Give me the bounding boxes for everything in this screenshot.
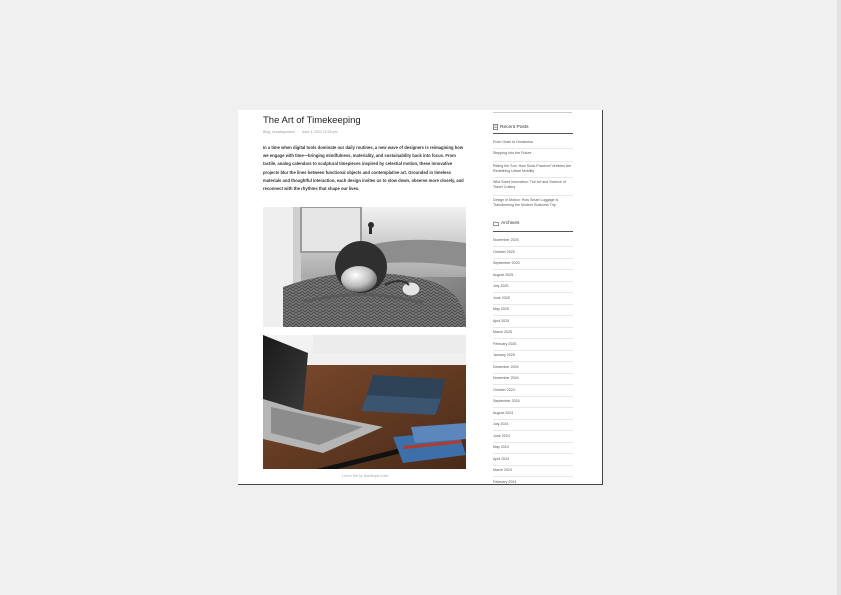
post-meta	[263, 130, 338, 134]
archive-link[interactable]: February 2025	[493, 341, 517, 346]
list-divider	[493, 315, 573, 316]
list-divider	[493, 304, 573, 305]
archive-link[interactable]: December 2024	[493, 364, 519, 369]
post-category-link[interactable]: Blog, Uncategorized	[263, 130, 295, 134]
list-divider	[493, 407, 573, 408]
post-title[interactable]: The Art of Timekeeping	[263, 115, 361, 126]
archive-link[interactable]: September 2024	[493, 399, 520, 403]
page-viewport	[238, 110, 603, 485]
list-divider	[493, 338, 573, 339]
recent-post-link[interactable]: From Grain to Greatness	[493, 140, 533, 144]
list-divider	[493, 453, 573, 454]
post-image-sculpture	[263, 207, 466, 327]
list-divider	[493, 292, 573, 293]
archives-heading	[493, 221, 519, 226]
list-divider	[493, 396, 573, 397]
archive-link[interactable]: August 2025	[493, 272, 514, 277]
list-divider	[493, 177, 573, 178]
archive-link[interactable]: April 2025	[493, 318, 510, 323]
folder-icon	[493, 221, 499, 226]
list-divider	[493, 430, 573, 431]
archive-link[interactable]: June 2024	[493, 433, 510, 438]
archive-link[interactable]: May 2024	[493, 445, 509, 449]
recent-posts-rule	[493, 133, 573, 134]
recent-posts-title: Recent Posts	[500, 124, 529, 130]
list-divider	[493, 419, 573, 420]
archive-link[interactable]: February 2024	[493, 479, 517, 484]
list-divider	[493, 269, 573, 270]
list-divider	[493, 373, 573, 374]
archive-link[interactable]: July 2025	[493, 284, 509, 288]
list-divider	[493, 161, 573, 162]
recent-post-link[interactable]: Riding the Sun: How Solar-Powered Vehicles Are Redefining Urban Mobility	[493, 164, 572, 173]
recent-post-link[interactable]: Design in Motion: How Smart Luggage Is Transforming the Modern Business Trip	[493, 198, 559, 207]
archive-link[interactable]: October 2025	[493, 249, 515, 254]
post-image-laptop-desk	[263, 335, 466, 469]
list-divider	[493, 361, 573, 362]
archive-link[interactable]: November 2024	[493, 376, 519, 380]
search-widget-edge	[493, 110, 572, 113]
archives-rule	[493, 231, 573, 232]
archive-link[interactable]: March 2025	[493, 330, 512, 334]
archive-link[interactable]: September 2025	[493, 261, 520, 265]
archive-link[interactable]: April 2024	[493, 456, 510, 461]
archives-title: Archives	[501, 221, 520, 226]
archive-link[interactable]: October 2024	[493, 387, 515, 392]
recent-post-link[interactable]: Stepping Into the Future	[493, 151, 532, 155]
archive-link[interactable]: June 2025	[493, 295, 510, 300]
list-divider	[493, 246, 573, 247]
image-caption: Lorem Ref by Nobileque Artist	[341, 474, 389, 478]
archive-link[interactable]: July 2024	[493, 422, 509, 426]
archive-link[interactable]: November 2025	[493, 238, 519, 242]
list-divider	[493, 258, 573, 259]
list-divider	[493, 442, 573, 443]
list-divider	[493, 148, 573, 149]
window-edge	[837, 0, 841, 595]
archive-link[interactable]: January 2025	[493, 353, 515, 357]
post-intro: In a time when digital tools dominate our daily routines, a new wave of designers is reimagining how we engage with time—bringing mindfulness, materiality, and sustainability back into focus. From tactile, analog calendars to sculptural timepieces inspired by celestial motion, these innovative projects blur the lines between functional objects and contemplative art. Grounded in timeless materials and thoughtful interaction, each design invites us to slow down, observe more closely, and reconnect with the rhythms that shape our lives.	[263, 145, 464, 192]
document-icon	[493, 124, 498, 130]
list-divider	[493, 327, 573, 328]
meta-separator: ·	[297, 130, 299, 134]
archive-link[interactable]: May 2025	[493, 307, 509, 311]
list-divider	[493, 350, 573, 351]
archive-link[interactable]: August 2024	[493, 410, 514, 415]
list-divider	[493, 195, 573, 196]
recent-posts-heading	[493, 124, 529, 130]
recent-post-link[interactable]: Wild-Sized Innovation: The Art and Science of Travel Cutlery	[493, 180, 567, 189]
list-divider	[493, 384, 573, 385]
post-date: June 4, 2022 10:25 pm	[301, 130, 338, 134]
list-divider	[493, 476, 573, 477]
list-divider	[493, 281, 573, 282]
archive-link[interactable]: March 2024	[493, 468, 512, 472]
list-divider	[493, 465, 573, 466]
